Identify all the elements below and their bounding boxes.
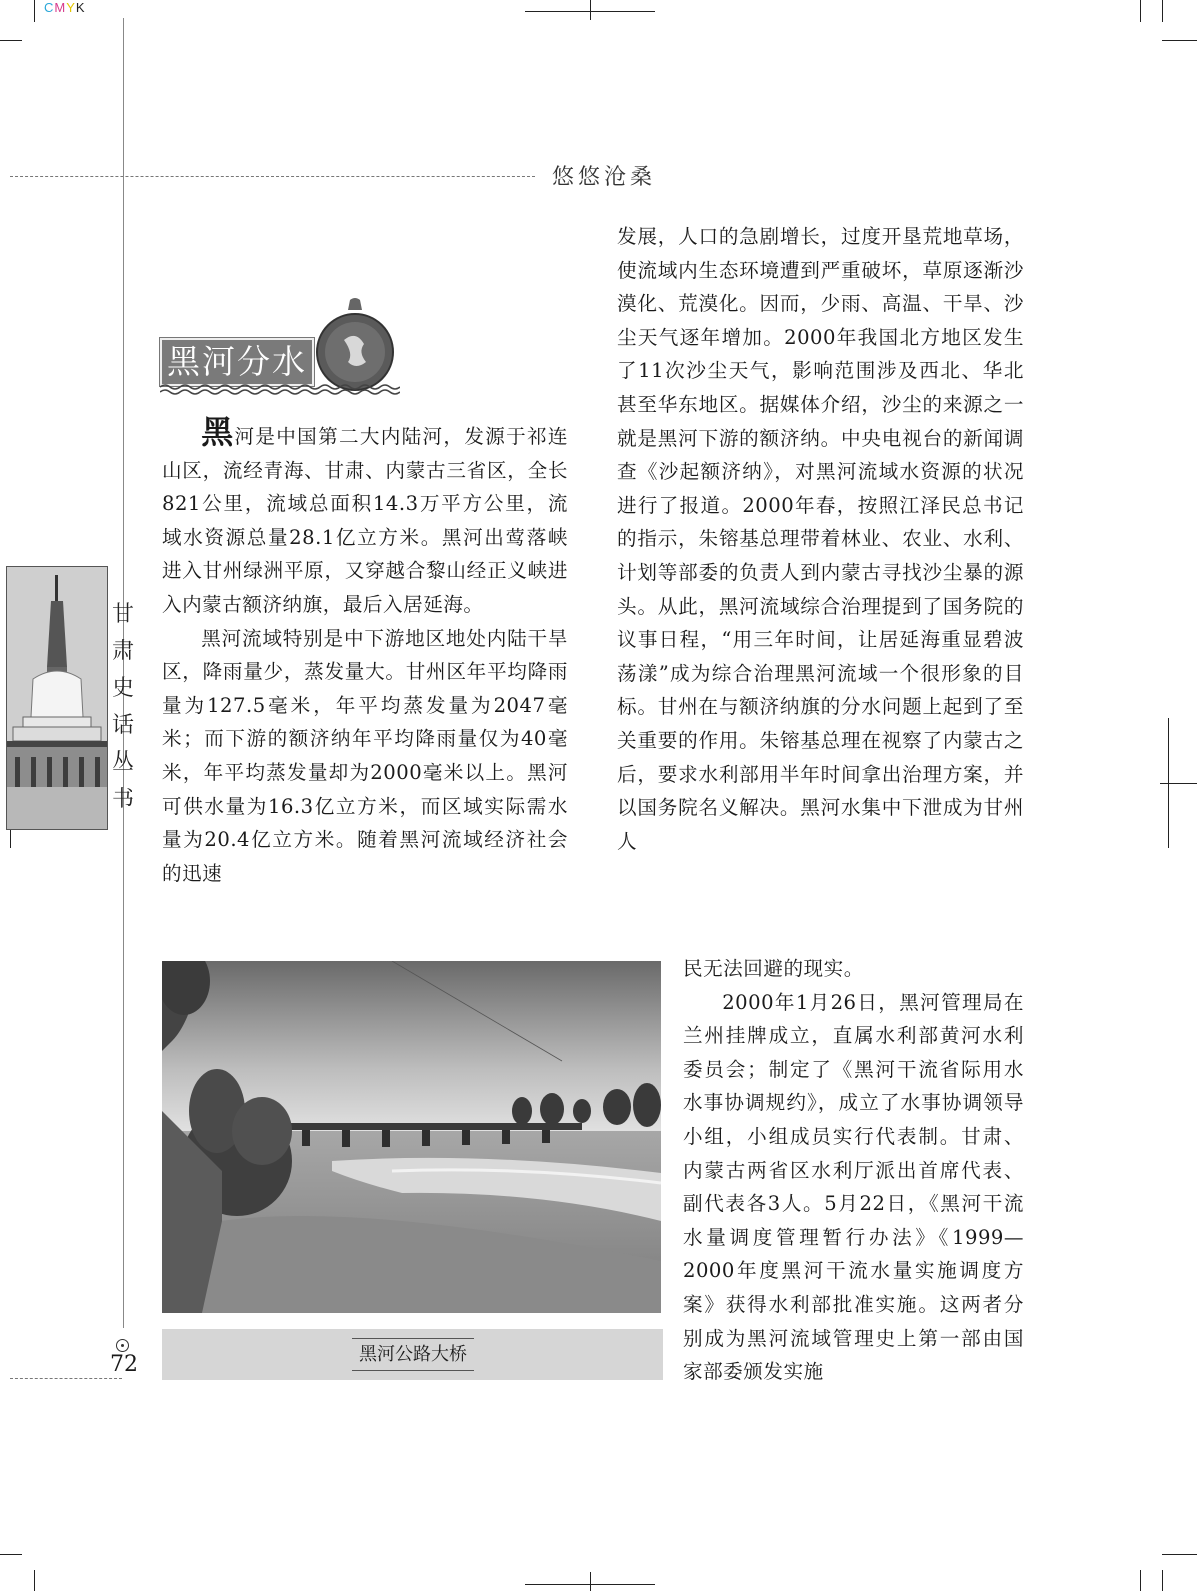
article-paragraph: 黑河是中国第二大内陆河，发源于祁连山区，流经青海、甘肃、内蒙古三省区，全长821公里，流域总面积14.3万平方公里，流域水资源总量28.1亿立方米。黑河出莺落峡进入甘州绿洲平原，又穿越合黎山经正义峡进入内蒙古额济纳旗，最后入居延海。 [162,413,568,616]
header-dashed-rule [10,176,535,177]
article-paragraph: 2000年1月26日，黑河管理局在兰州挂牌成立，直属水利部黄河水利委员会；制定了《黑河干流省际用水水事协调规约》，成立了水事协调领导小组，小组成员实行代表制。甘肃、内蒙古两省区水利厅派出首席代表、副代表各3人。5月22日，《黑河干流水量调度管理暂行办法》《1999—2000年度黑河干流水量实施调度方案》获得水利部批准实施。这两者分别成为黑河流域管理史上第一部由国家部委颁发实施 [683,990,1024,1384]
article-paragraph: 黑河流域特别是中下游地区地处内陆干旱区，降雨量少，蒸发量大。甘州区年平均降雨量为127.5毫米，年平均蒸发量为2047毫米；而下游的额济纳年平均降雨量仅为40毫米，年平均蒸发量却为2000毫米以上。黑河可供水量为16.3亿立方米，而区域实际需水量为20.4亿立方米。随着黑河流域经济社会的迅速 [162,626,568,885]
article-right-column [617,220,1024,858]
article-paragraph-end: 民无法回避的现实。 [683,957,864,980]
article-paragraph-continued: 发展，人口的急剧增长，过度开垦荒地草场，使流域内生态环境遭到严重破坏，草原逐渐沙漠化、荒漠化。因而，少雨、高温、干旱、沙尘天气逐年增加。2000年我国北方地区发生了11次沙尘天气，影响范围涉及西北、华北甚至华东地区。据媒体介绍，沙尘的来源之一就是黑河下游的额济纳。中央电视台的新闻调查《沙起额济纳》，对黑河流域水资源的状况进行了报道。2000年春，按照江泽民总书记的指示，朱镕基总理带着林业、农业、水利、计划等部委的负责人到内蒙古寻找沙尘暴的源头。从此，黑河流域综合治理提到了国务院的议事日程，“用三年时间，让居延海重显碧波荡漾”成为综合治理黑河流域一个很形象的目标。甘州在与额济纳旗的分水问题上起到了至关重要的作用。朱镕基总理在视察了内蒙古之后，要求水利部用半年时间拿出治理方案，并以国务院名义解决。黑河水集中下泄成为甘州人 [617,225,1024,853]
crop-mark [0,1554,22,1555]
cmyk-color-mark: CMYK [44,0,86,15]
page-number: 72 [110,1352,138,1377]
section-running-title: 悠悠沧桑 [552,165,657,190]
bridge-photo [162,961,661,1313]
crop-mark [34,0,35,22]
decorative-wave-line [160,383,400,395]
crop-mark [0,40,22,41]
crop-mark [1162,0,1163,22]
section-heading: 黑河分水 [160,338,314,386]
page-number-ornament-icon [116,1339,129,1352]
footer-dashed-rule [10,1378,122,1379]
crop-mark [1162,1570,1163,1591]
crop-mark [1162,40,1197,41]
crop-mark [34,1570,35,1591]
pagoda-thumbnail [6,566,108,830]
crop-mark [1140,1570,1141,1591]
article-right-narrow-column [683,952,1024,1389]
medallion-ornament [312,296,398,392]
photo-caption-box [162,1329,663,1380]
article-left-column [162,413,568,890]
registration-mark [1160,783,1197,784]
crop-mark [1140,0,1141,22]
registration-mark [590,0,591,20]
photo-caption: 黑河公路大桥 [352,1338,474,1371]
registration-mark [590,1572,591,1591]
drop-cap: 黑 [201,413,235,451]
crop-mark [1162,1554,1197,1555]
book-series-title: 甘 肃 史 话 丛 书 [111,602,134,812]
